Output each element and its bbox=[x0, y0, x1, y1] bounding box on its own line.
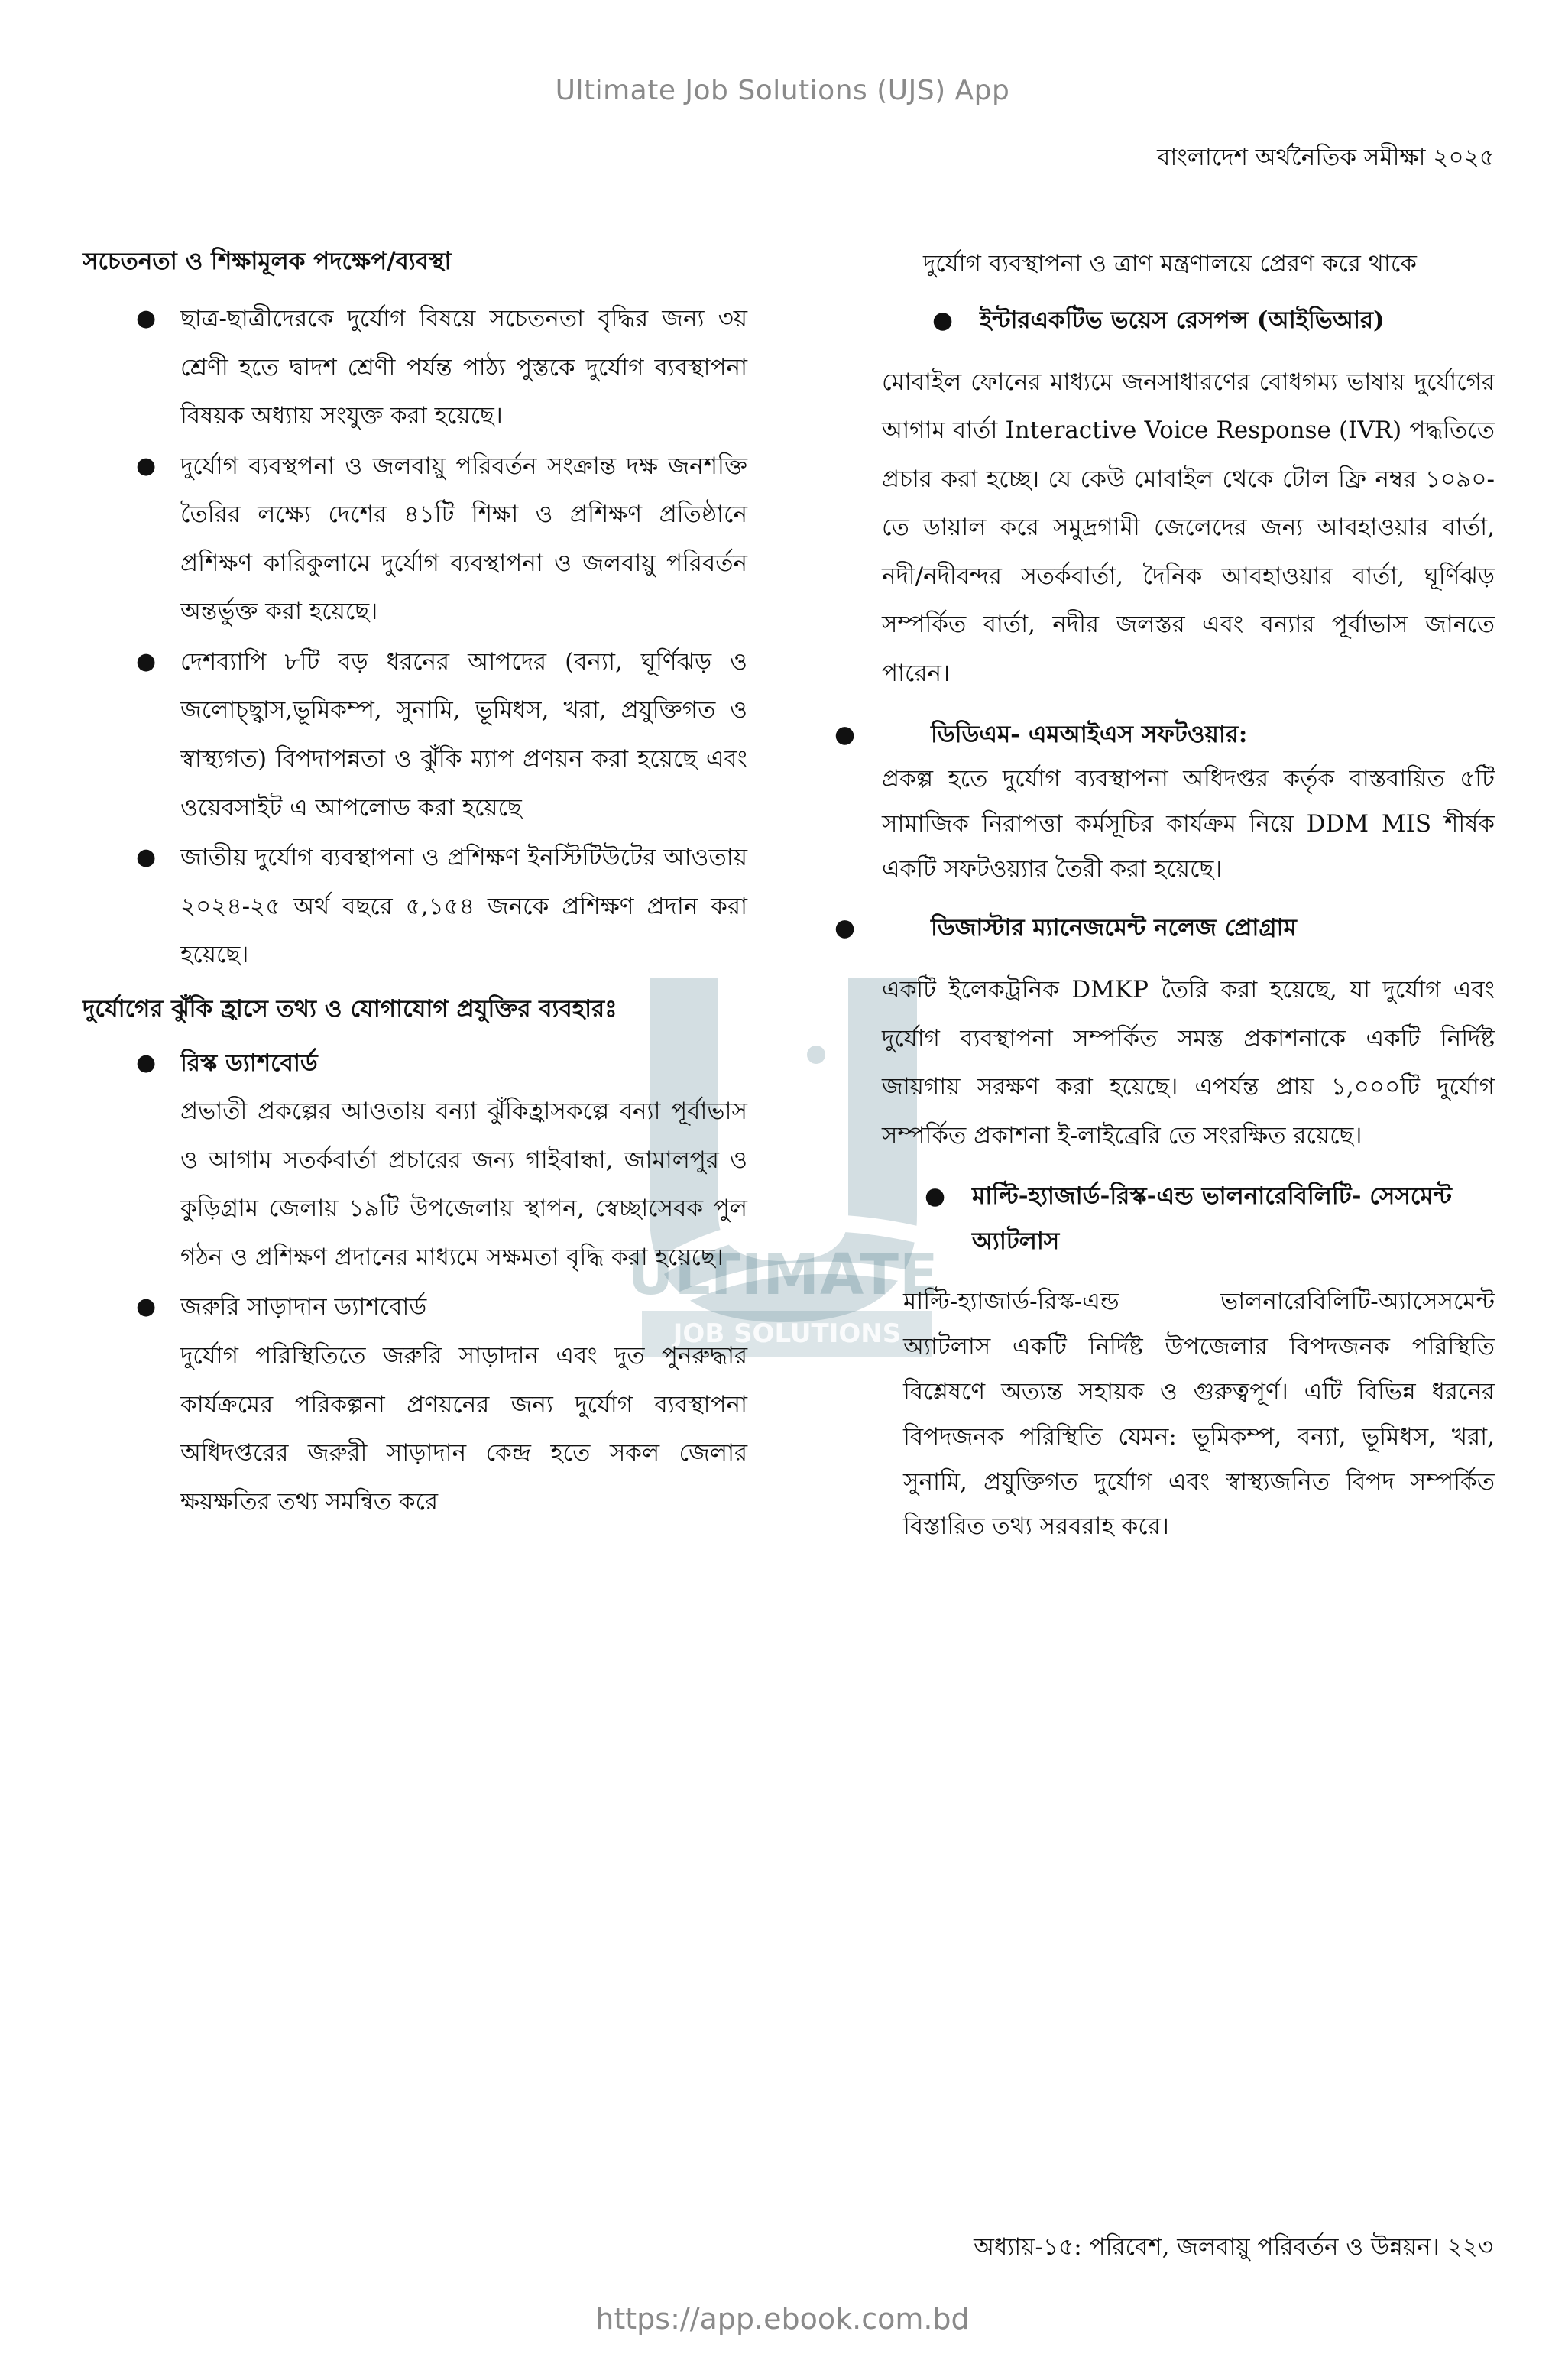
bullet-icon: ● bbox=[136, 844, 157, 871]
section-heading-awareness: সচেতনতা ও শিক্ষামূলক পদক্ষেপ/ব্যবস্থা bbox=[83, 248, 452, 275]
page-header: বাংলাদেশ অর্থনৈতিক সমীক্ষা ২০২৫ bbox=[1157, 144, 1495, 171]
list-item: ● দেশব্যাপি ৮টি বড় ধরনের আপদের (বন্যা, ঘূর্ণিঝড় ও জলোচ্ছ্বাস,ভূমিকম্প, সুনামি, ভূমিধস, খরা, প্রযুক্তিগত ও স্বাস্থ্যগত) বিপদাপন্নতা ও ঝুঁকি ম্যাপ প্রণয়ন করা হয়েছে এবং ওয়েবসাইট এ আপলোড করা হয়েছে bbox=[83, 638, 747, 832]
list-item: ● ছাত্র-ছাত্রীদেরকে দুর্যোগ বিষয়ে সচেতনতা বৃদ্ধির জন্য ৩য় শ্রেণী হতে দ্বাদশ শ্রেণী পর্যন্ত পাঠ্য পুস্তকে দুর্যোগ ব্যবস্থাপনা বিষয়ক অধ্যায় সংযুক্ত করা হয়েছে। bbox=[83, 295, 747, 441]
continuation-text: দুর্যোগ ব্যবস্থাপনা ও ত্রাণ মন্ত্রণালয়ে প্রেরণ করে থাকে bbox=[923, 250, 1417, 277]
top-banner: Ultimate Job Solutions (UJS) App bbox=[555, 75, 1010, 106]
ddm-paragraph: প্রকল্প হতে দুর্যোগ ব্যবস্থাপনা অধিদপ্তর কর্তৃক বাস্তবায়িত ৫টি সামাজিক নিরাপত্তা কর্মসূচির কার্যক্রম নিয়ে DDM MIS শীর্ষক একটি সফটওয়্যার তৈরী করা হয়েছে। bbox=[882, 765, 1495, 884]
bullet-icon: ● bbox=[136, 452, 157, 479]
bullet-icon: ● bbox=[834, 914, 856, 942]
atlas-paragraph: মাল্টি-হ্যাজার্ড-রিস্ক-এন্ড ভালনারেবিলিটি-অ্যাসেসমেন্ট অ্যাটলাস একটি নির্দিষ্ট উপজেলার বিপদজনক পরিস্থিতি বিশ্লেষণে অত্যন্ত সহায়ক ও গুরুত্বপূর্ণ। এটি বিভিন্ন ধরনের বিপদজনক পরিস্থিতি যেমন: ভূমিকম্প, বন্যা, ভূমিধস, খরা, সুনামি, প্রযুক্তিগত দুর্যোগ এবং স্বাস্থ্যজনিত বিপদ সম্পর্কিত বিস্তারিত তথ্য সরবরাহ করে। bbox=[903, 1287, 1495, 1541]
list-item-risk-dashboard: ● রিস্ক ড্যাশবোর্ড প্রভাতী প্রকল্পের আওতায় বন্যা ঝুঁকিহ্রাসকল্পে বন্যা পূর্বাভাস ও আগাম সতর্কবার্তা প্রচারের জন্য গাইবান্ধা, জামালপুর ও কুড়িগ্রাম জেলায় ১৯টি উপজেলায় স্থাপন, স্বেচ্ছাসেবক পুল গঠন ও প্রশিক্ষণ প্রদানের মাধ্যমে সক্ষমতা বৃদ্ধি করা হয়েছে। bbox=[83, 1039, 747, 1282]
item-title: জরুরি সাড়াদান ড্যাশবোর্ড bbox=[180, 1293, 427, 1321]
list-item-emergency-dashboard: ● জরুরি সাড়াদান ড্যাশবোর্ড দুর্যোগ পরিস্থিতিতে জরুরি সাড়াদান এবং দুত পুনরুদ্ধার কার্যক্রমের পরিকল্পনা প্রণয়নের জন্য দুর্যোগ ব্যবস্থাপনা অধিদপ্তরের জরুরী সাড়াদান কেন্দ্র হতে সকল জেলার ক্ষয়ক্ষতির তথ্য সমন্বিত করে bbox=[83, 1283, 747, 1526]
section-heading-ict: দুর্যোগের ঝুঁকি হ্রাসে তথ্য ও যোগাযোগ প্রযুক্তির ব্যবহারঃ bbox=[83, 994, 617, 1023]
right-column bbox=[834, 243, 1495, 1563]
dmkp-title: ● ডিজাস্টার ম্যানেজমেন্ট নলেজ প্রোগ্রাম bbox=[828, 906, 1495, 951]
ddm-title: ● ডিডিএম- এমআইএস সফটওয়ার: bbox=[828, 712, 1495, 757]
bullet-icon: ● bbox=[925, 1182, 946, 1211]
list-item: ● জাতীয় দুর্যোগ ব্যবস্থাপনা ও প্রশিক্ষণ ইনস্টিটিউটের আওতায় ২০২৪-২৫ অর্থ বছরে ৫,১৫৪ জনকে প্রশিক্ষণ প্রদান করা হয়েছে। bbox=[83, 834, 747, 980]
bottom-banner-url[interactable]: https://app.ebook.com.bd bbox=[595, 2302, 970, 2336]
bullet-icon: ● bbox=[932, 306, 954, 334]
bullet-icon: ● bbox=[136, 1293, 157, 1321]
bullet-icon: ● bbox=[136, 1049, 157, 1076]
watermark-subtitle: JOB SOLUTIONS bbox=[642, 1311, 932, 1357]
bullet-icon: ● bbox=[136, 305, 157, 332]
ivr-paragraph: মোবাইল ফোনের মাধ্যমে জনসাধারণের বোধগম্য ভাষায় দুর্যোগের আগাম বার্তা Interactive Voice Response (IVR) পদ্ধতিতে প্রচার করা হচ্ছে। যে কেউ মোবাইল থেকে টোল ফ্রি নম্বর ১০৯০-তে ডায়াল করে সমুদ্রগামী জেলেদের জন্য আবহাওয়ার বার্তা, নদী/নদীবন্দর সতর্কবার্তা, দৈনিক আবহাওয়ার বার্তা, ঘূর্ণিঝড় সম্পর্কিত বার্তা, নদীর জলস্তর এবং বন্যার পূর্বাভাস জানতে পারেন। bbox=[882, 368, 1495, 687]
ivr-title: ● ইন্টারএকটিভ ভয়েস রেসপন্স (আইভিআর) bbox=[882, 298, 1495, 343]
list-item: ● দুর্যোগ ব্যবস্থপনা ও জলবায়ু পরিবর্তন সংক্রান্ত দক্ষ জনশক্তি তৈরির লক্ষ্যে দেশের ৪১টি শিক্ষা ও প্রশিক্ষণ প্রতিষ্ঠানে প্রশিক্ষণ কারিকুলামে দুর্যোগ ব্যবস্থাপনা ও জলবায়ু পরিবর্তন অন্তর্ভুক্ত করা হয়েছে। bbox=[83, 443, 747, 637]
watermark-title: ULTIMATE bbox=[627, 1242, 939, 1308]
item-title: রিস্ক ড্যাশবোর্ড bbox=[180, 1049, 318, 1077]
bullet-icon: ● bbox=[834, 720, 856, 748]
page-footer: অধ্যায়-১৫: পরিবেশ, জলবায়ু পরিবর্তন ও উন্নয়ন। ২২৩ bbox=[974, 2233, 1493, 2261]
left-column bbox=[83, 243, 747, 1528]
atlas-title: ● মাল্টি-হ্যাজার্ড-রিস্ক-এন্ড ভালনারেবিলিটি- সেসমেন্ট অ্যাটলাস bbox=[874, 1174, 1495, 1264]
bullet-icon: ● bbox=[136, 647, 157, 675]
dmkp-paragraph: একটি ইলেকট্রনিক DMKP তৈরি করা হয়েছে, যা দুর্যোগ এবং দুর্যোগ ব্যবস্থাপনা সম্পর্কিত সমস্ত প্রকাশনাকে একটি নির্দিষ্ট জায়গায় সরক্ষণ করা হয়েছে। এপর্যন্ত প্রায় ১,০০০টি দুর্যোগ সম্পর্কিত প্রকাশনা ই-লাইব্রেরি তে সংরক্ষিত রয়েছে। bbox=[882, 975, 1495, 1149]
